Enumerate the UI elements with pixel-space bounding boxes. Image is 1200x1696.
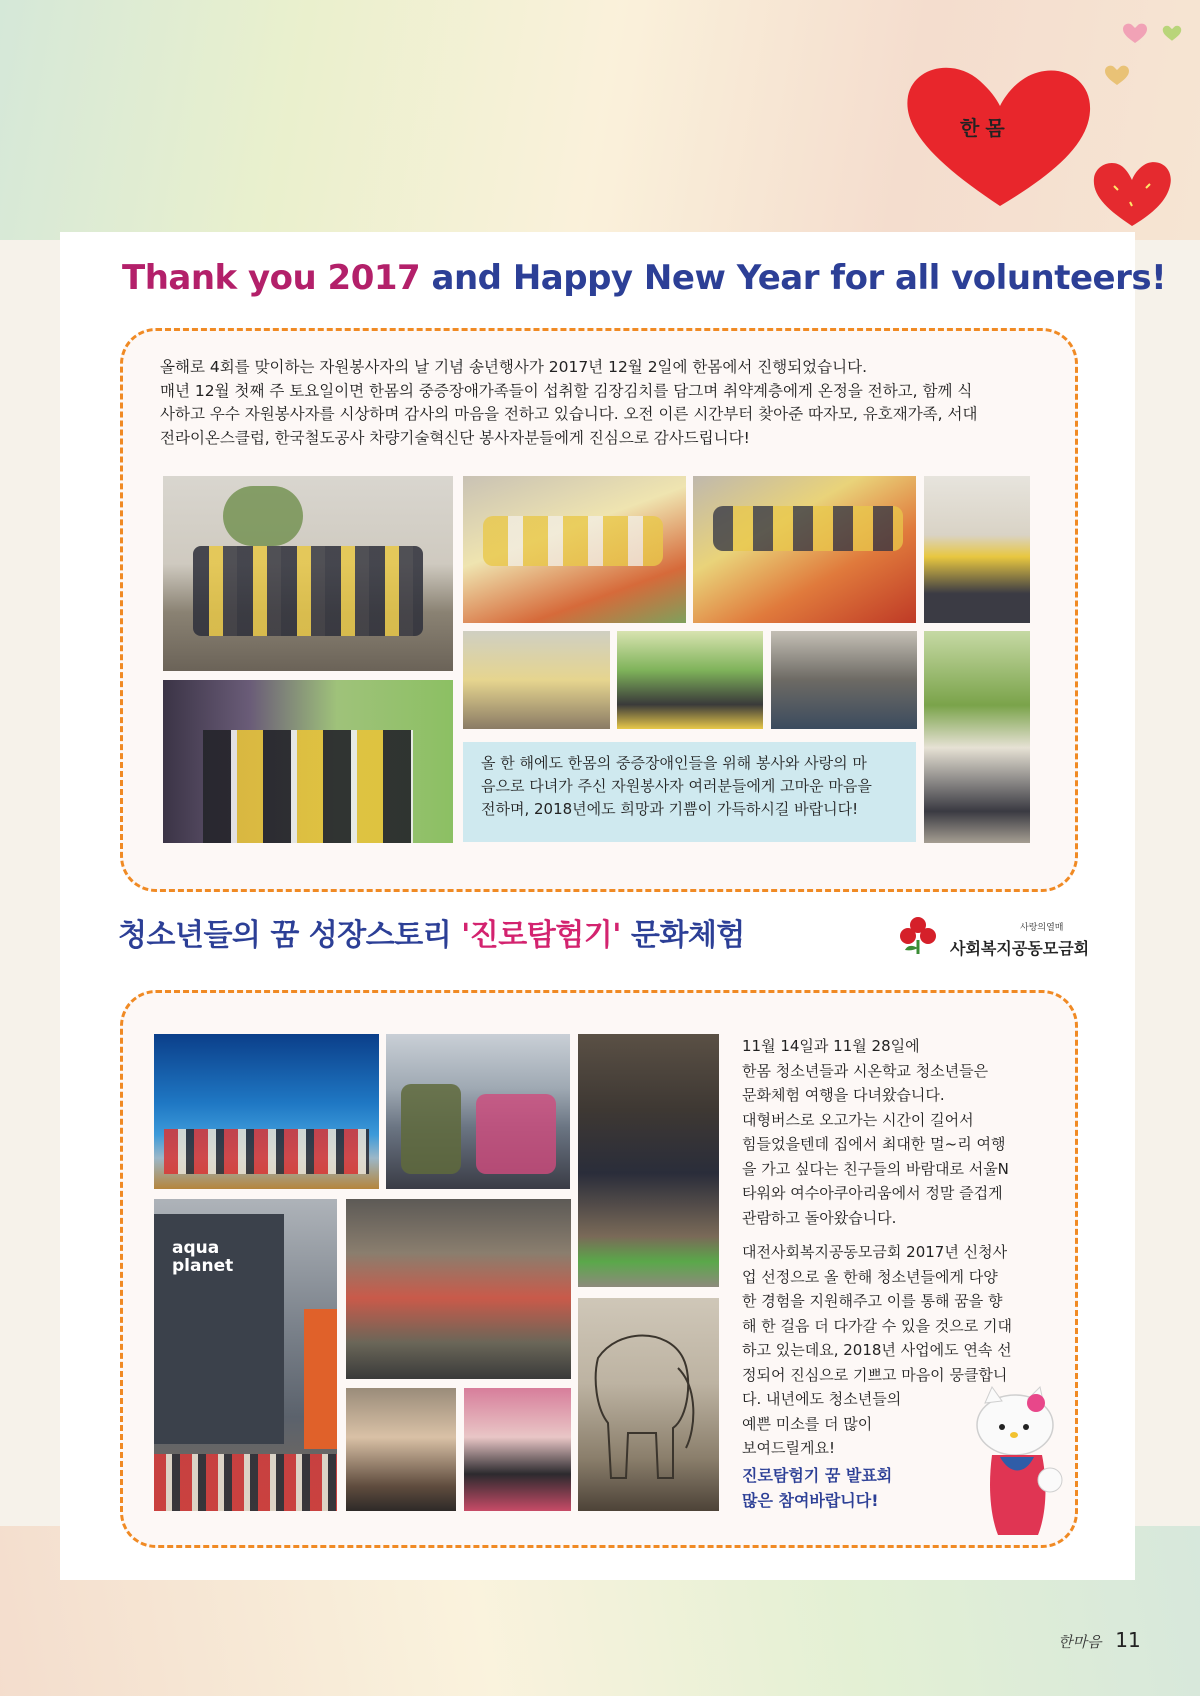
story-line: 예쁜 미소를 더 많이 <box>742 1414 873 1433</box>
section2-title-part2: 문화체험 <box>630 918 745 953</box>
volunteers-lunch-photo <box>771 631 917 729</box>
story-line: 을 가고 싶다는 친구들의 바람대로 서울N <box>742 1159 1009 1178</box>
section1-intro <box>160 356 1040 450</box>
kimchi-making-photo <box>463 476 686 623</box>
smiling-student-photo <box>346 1388 456 1511</box>
story-line: 관람하고 돌아왔습니다. <box>742 1208 897 1227</box>
story-line: 보여드릴게요! <box>742 1439 835 1457</box>
story-line: 문화체험 여행을 다녀왔습니다. <box>742 1086 945 1104</box>
intro-line: 올해로 4회를 맞이하는 자원봉사자의 날 기념 송년행사가 2017년 12월 2일에 한몸에서 진행되었습니다. <box>160 358 867 376</box>
story-line: 힘들었을텐데 집에서 최대한 멀~리 여행 <box>742 1135 1006 1153</box>
page-footer <box>1058 1628 1141 1652</box>
aquarium-group-photo <box>154 1034 379 1189</box>
kimchi-making-photo <box>693 476 916 623</box>
elephant-mural-photo <box>578 1298 719 1511</box>
section1-title-accent: Thank you 2017 <box>122 258 421 298</box>
mascot-doll-icon <box>970 1385 1065 1540</box>
small-heart-icon <box>1090 158 1174 230</box>
story-line: 다. 내년에도 청소년들의 <box>742 1390 902 1408</box>
callout-line: 전하며, 2018년에도 희망과 기쁨이 가득하시길 바랍니다! <box>481 800 859 818</box>
n-seoul-tower-photo <box>386 1034 570 1189</box>
group-photo-volunteers <box>163 476 453 671</box>
page-number: 11 <box>1115 1628 1141 1652</box>
n-tower-stairs-photo <box>346 1199 571 1379</box>
intro-line: 사하고 우수 자원봉사자를 시상하며 감사의 마음을 전하고 있습니다. 오전 이른 시간부터 찾아준 따자모, 유호재가족, 서대 <box>160 405 978 423</box>
story-line: 한몸 청소년들과 시온학교 청소년들은 <box>742 1061 989 1080</box>
section2-highlight <box>742 1463 962 1513</box>
tiny-heart-icon <box>1104 64 1130 86</box>
tiny-heart-icon <box>1122 22 1148 44</box>
volunteers-hallway-photo <box>924 631 1030 843</box>
story-line: 대형버스로 오고가는 시간이 길어서 <box>742 1110 974 1129</box>
story-line: 대전사회복지공동모금회 2017년 신청사 <box>742 1243 1008 1261</box>
story-line: 업 선정으로 올 한해 청소년들에게 다양 <box>742 1267 998 1286</box>
kimchi-making-photo <box>924 476 1030 623</box>
story-line: 해 한 걸음 더 다가갈 수 있을 것으로 기대 <box>742 1316 1012 1335</box>
aquarium-touch-tank-photo <box>578 1034 719 1287</box>
story-line: 한 경험을 지원해주고 이를 통해 꿈을 향 <box>742 1292 1003 1310</box>
elephant-sketch-icon <box>578 1298 719 1511</box>
story-line: 하고 있는데요, 2018년 사업에도 연속 선 <box>742 1341 1012 1359</box>
header-heart-label: 한몸 <box>960 116 1011 140</box>
story-line: 11월 14일과 11월 28일에 <box>742 1037 920 1055</box>
callout-line: 음으로 다녀가 주신 자원봉사자 여러분들에게 고마운 마음을 <box>481 777 872 795</box>
section1-title <box>122 258 1167 298</box>
fruit-of-love-logo-icon <box>897 914 939 956</box>
story-line: 정되어 진심으로 기쁘고 마음이 뭉클합니 <box>742 1365 1008 1384</box>
intro-line: 매년 12월 첫째 주 토요일이면 한몸의 중증장애가족들이 섭취할 김장김치를 담그며 취약계층에게 온정을 전하고, 함께 식 <box>160 381 973 400</box>
logo-name: 사회복지공동모금회 <box>950 939 1090 958</box>
highlight-line: 많은 참여바랍니다! <box>742 1491 879 1510</box>
section2-title-accent: '진로탐험기' <box>461 918 621 953</box>
volunteers-lunch-photo <box>617 631 763 729</box>
logo-subtext: 사랑의열매 <box>1020 923 1064 933</box>
highlight-line: 진로탐험기 꿈 발표회 <box>742 1466 893 1485</box>
volunteers-lunch-photo <box>463 631 610 729</box>
footer-brand: 한마음 <box>1058 1633 1102 1651</box>
aqua-planet-building-photo <box>154 1199 337 1511</box>
section1-callout <box>463 742 916 842</box>
section1-title-rest: and Happy New Year for all volunteers! <box>431 258 1167 298</box>
section2-title-part1: 청소년들의 꿈 성장스토리 <box>118 918 452 953</box>
tiny-heart-icon <box>1162 24 1182 42</box>
intro-line: 전라이온스클럽, 한국철도공사 차량기술혁신단 봉사자분들에게 진심으로 감사드립니다! <box>160 428 750 447</box>
students-with-cake-photo <box>464 1388 571 1511</box>
story-line: 타워와 여수아쿠아리움에서 정말 즐겁게 <box>742 1184 1003 1202</box>
section2-title <box>118 910 745 954</box>
callout-line: 올 한 해에도 한몸의 중증장애인들을 위해 봉사와 사랑의 마 <box>481 754 867 772</box>
story-paragraph <box>742 1034 1042 1230</box>
aqua-planet-sign: aqua planet <box>172 1238 234 1276</box>
award-ceremony-photo <box>163 680 453 843</box>
